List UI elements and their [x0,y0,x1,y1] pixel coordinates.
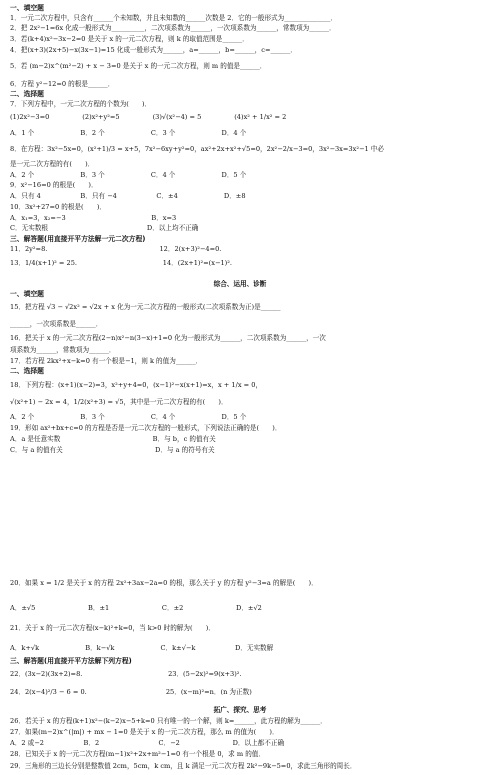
question-line: 13．1/4(x+1)² = 25. 14．(2x+1)²=(x−1)². [10,259,232,267]
question-line: A．x₁=3，x₂=−3 B．x=3 [10,214,177,222]
question-line: C．无实数根 D．以上均不正确 [10,224,199,232]
question-line: 2．把 2x²−1=6x 化成一般形式为__________，二次项系数为______，一次项系数为______，常数项为______． [10,24,336,32]
question-line: 15．把方程 √3 − √2x² = √2x + x 化为一元二次方程的一般形式(二次项系数为正)是______ [10,303,281,311]
question-line: 9．x²−16=0 的根是( )． [10,181,98,189]
question-line: A．2 个 B．3 个 C．4 个 D．5 个 [10,171,247,179]
question-line: A．1 个 B．2 个 C．3 个 D．4 个 [10,129,247,137]
question-line: A．±√5 B．±1 C．±2 D．±√2 [10,604,262,612]
question-line: 29．三角形的三边长分别是整数值 2cm，5cm，k cm，且 k 满足一元二次方程 2k²−9k−5=0，求此三角形的周长． [10,762,357,770]
question-line: 7．下列方程中，一元二次方程的个数为( )． [10,100,152,108]
question-line: 28．已知关于 x 的一元二次方程(m−1)x²+2x+m²−1=0 有一个根是 0，求 m 的值． [10,750,265,758]
section-heading: 三、解答题(用直接开平方法解下列方程) [10,657,132,665]
question-line: (1)2x²−3=0 (2)x²+y²=5 (3)√(x²−4) = 5 (4)x² + 1/x² = 2 [10,113,287,121]
question-line: 5．若 (m−2)x^(m²−2) + x − 3=0 是关于 x 的一元二次方程，则 m 的值是______． [10,62,267,70]
question-line: C．与 a 的值有关 D．与 a 的符号有关 [10,446,215,454]
question-line: 是一元二次方程的有( )． [10,160,95,168]
section-heading: 二、选择题 [10,90,44,98]
section-heading: 拓广、探究、思考 [213,706,267,714]
question-line: 27．如果(m−2)x^(|m|) + mx − 1=0 是关于 x 的一元二次方程，那么 m 的值为( )． [10,728,279,736]
question-line: ______，一次项系数是______． [10,320,103,328]
question-line: 22．(3x−2)(3x+2)=8. 23．(5−2x)²=9(x+3)². [10,670,242,678]
question-line: 17．若方程 2kx²+x−k=0 有一个根是−1，则 k 的值为______． [10,357,203,365]
question-line: A．k+√k B．k−√k C．k±√−k D．无实数解 [10,644,274,652]
question-line: 19．形如 ax²+bx+c=0 的方程是否是一元二次方程的一般形式，下列说法正确的是( )． [10,424,282,432]
question-line: 1．一元二次方程中，只含有______个未知数，并且未知数的______次数是 2．它的一般形式为______________． [10,14,337,22]
section-heading: 二、选择题 [10,367,44,375]
section-heading: 一、填空题 [10,4,44,12]
question-line: 10．3x²+27=0 的根是( )． [10,203,106,211]
question-line: 11．2y²=8. 12．2(x+3)²−4=0. [10,245,222,253]
section-heading: 三、解答题(用直接开平方法解一元二次方程) [10,235,146,243]
question-line: 20．如果 x = 1/2 是关于 x 的方程 2x²+3ax−2a=0 的根，那么关于 y 的方程 y²−3=a 的解是( )． [10,579,318,587]
question-line: A．2 或−2 B．2 C．−2 D．以上都不正确 [10,739,285,747]
question-line: 3．若(k+4)x²−3x−2=0 是关于 x 的一元二次方程，则 k 的取值范围是______． [10,35,249,43]
question-line: A．2 个 B．3 个 C．4 个 D．5 个 [10,413,247,421]
question-line: 24．2(x−4)²/3 − 6 = 0. 25．(x−m)²=n．(n 为正数) [10,688,252,696]
section-heading: 综合、运用、诊断 [213,280,267,288]
question-line: 18．下列方程：(x+1)(x−2)=3，x²+y+4=0，(x−1)²−x(x+1)=x，x + 1/x = 0， [10,381,263,389]
question-line: √(x²+1) − 2x = 4，1/2(x²+3) = √5，其中是一元二次方程的有( )． [10,398,228,406]
question-line: A．a 是任意实数 B．与 b，c 的值有关 [10,435,216,443]
question-line: 21．关于 x 的一元二次方程(x−k)²+k=0，当 k>0 时的解为( )． [10,624,215,632]
question-line: 26．若关于 x 的方程(k+1)x²−(k−2)x−5+k=0 只有唯一的一个解，则 k=______，此方程的解为______． [10,717,327,725]
question-line: 项系数为______，常数项为______． [10,346,116,354]
question-line: 4．把(x+3)(2x+5)−x(3x−1)=15 化成一般形式为______，a=______，b=______，c=______． [10,46,297,54]
question-line: 8．在方程：3x²−5x=0，(x²+1)/3 = x+5，7x²−6xy+y²=0，ax²+2x+x²+√5=0，2x²−2/x−3=0，3x²−3x=3x²−1 中必 [10,145,384,153]
question-line: A．只有 4 B．只有 −4 C．±4 D．±8 [10,192,246,200]
question-line: 6．方程 y²−12=0 的根是______． [10,80,115,88]
question-line: 16．把关于 x 的一元二次方程(2−n)x²−n(3−x)+1=0 化为一般形式为______，二次项系数为______，一次 [10,334,326,342]
section-heading: 一、填空题 [10,290,44,298]
